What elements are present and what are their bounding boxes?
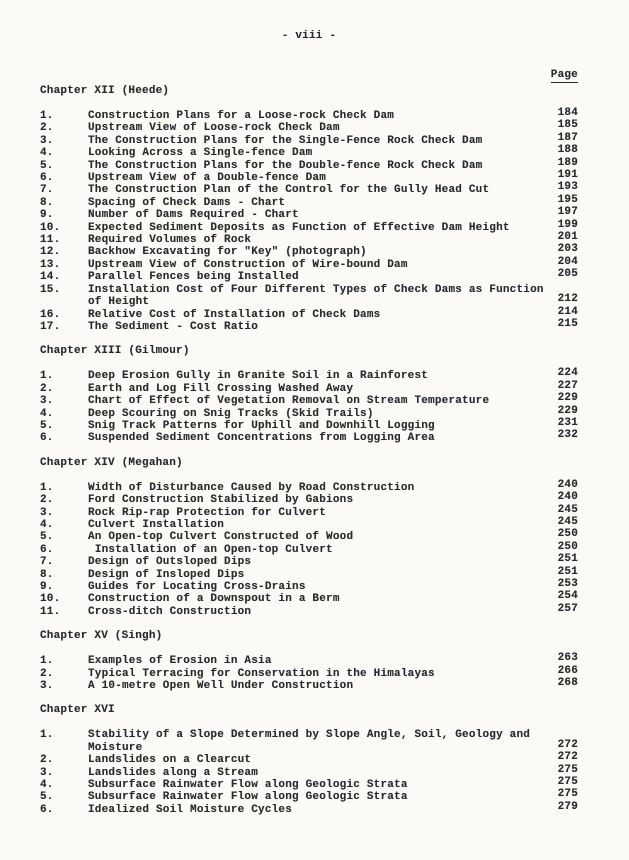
figure-number: 2.	[40, 122, 54, 135]
figure-title-line: The Sediment - Cost Ratio	[88, 320, 259, 333]
figure-title	[88, 655, 558, 667]
figure-title-line: Expected Sediment Deposits as Function of Effective Dam Height	[88, 221, 510, 234]
figure-title	[88, 494, 558, 506]
figure-title-line: Chart of Effect of Vegetation Removal on Stream Temperature	[88, 395, 490, 408]
figure-page-number: 240	[557, 491, 578, 504]
figure-row	[40, 429, 578, 445]
figure-page-number: 232	[557, 429, 578, 442]
figure-title	[88, 432, 558, 444]
figure-title-line: An Open-top Culvert Constructed of Wood	[88, 531, 354, 544]
figure-page-number: 229	[557, 392, 578, 405]
figure-row	[40, 268, 578, 284]
figure-title-line: Typical Terracing for Conservation in the Himalayas	[88, 667, 435, 680]
figure-title	[88, 160, 558, 172]
figure-number: 4.	[40, 407, 54, 420]
figure-title	[88, 209, 558, 221]
figure-row	[40, 255, 578, 271]
figure-page-number: 251	[557, 553, 578, 566]
chapter-heading: Chapter XII (Heede)	[40, 85, 170, 97]
figure-title-line: Spacing of Check Dams - Chart	[88, 196, 286, 209]
page-folio: - viii -	[281, 30, 337, 42]
figure-title-line: Number of Dams Required - Chart	[88, 209, 299, 222]
figure-row	[40, 243, 578, 259]
figure-page-number: 229	[557, 404, 578, 417]
figure-page-number: 257	[557, 602, 578, 615]
figure-number: 1.	[40, 370, 54, 383]
figure-number: 4.	[40, 779, 54, 792]
figure-page-number: 184	[557, 107, 578, 119]
figure-row	[40, 206, 578, 222]
figure-page-number: 268	[557, 677, 578, 690]
figure-page-number: 224	[557, 367, 578, 380]
figure-title	[88, 122, 558, 134]
figure-title-line: The Construction Plans for the Single-Fence Rock Check Dam	[88, 134, 483, 147]
figure-number: 5.	[40, 791, 54, 804]
figure-page-number: 212	[557, 293, 578, 306]
figure-row	[40, 776, 578, 792]
figure-page-number: 195	[557, 193, 578, 206]
figure-title-line: Culvert Installation	[88, 518, 225, 531]
figure-title	[88, 767, 558, 779]
figure-title-line: Suspended Sediment Concentrations from Logging Area	[88, 432, 435, 445]
figure-row	[40, 528, 578, 544]
figure-row	[40, 788, 578, 804]
figure-row	[40, 231, 578, 247]
chapter-heading: Chapter XIV (Megahan)	[40, 456, 183, 469]
figure-title-line: Guides for Locating Cross-Drains	[88, 581, 306, 593]
figure-title	[88, 729, 558, 754]
figure-row	[40, 565, 578, 581]
figure-page-number: 199	[557, 218, 578, 231]
figure-title-line: Relative Cost of Installation of Check Dams	[88, 308, 381, 321]
figure-number: 14.	[40, 271, 61, 284]
figure-number: 11.	[40, 234, 61, 247]
figure-row	[40, 379, 578, 395]
figure-page-number: 275	[557, 788, 578, 801]
figure-title	[88, 779, 558, 791]
figure-row	[40, 751, 578, 767]
figure-row	[40, 317, 578, 333]
figure-title	[88, 408, 558, 420]
figure-number: 5.	[40, 531, 54, 544]
figure-number: 2.	[40, 382, 54, 395]
figure-title	[88, 222, 558, 234]
figure-title-line: Examples of Erosion in Asia	[88, 655, 272, 668]
figure-number: 6.	[40, 172, 54, 185]
chapter-heading: Chapter XVI	[40, 704, 115, 717]
figure-number: 13.	[40, 258, 61, 271]
figure-page-number: 272	[557, 738, 578, 751]
figure-page-number: 266	[557, 664, 578, 677]
figure-page-number: 245	[557, 503, 578, 516]
figure-title-line: Width of Disturbance Caused by Road Construction	[88, 481, 415, 494]
figure-number: 8.	[40, 196, 54, 209]
figure-row	[40, 131, 578, 147]
figure-row	[40, 677, 578, 693]
chapter-section	[40, 457, 578, 618]
figure-title	[88, 284, 558, 309]
figure-number: 15.	[40, 283, 61, 296]
figure-row	[40, 491, 578, 507]
figure-page-number: 187	[557, 131, 578, 144]
figure-row	[40, 503, 578, 519]
figure-title-line: Upstream View of a Double-fence Dam	[88, 172, 327, 185]
figure-title-line: Subsurface Rainwater Flow along Geologic Strata	[88, 791, 408, 804]
chapter-section	[40, 704, 578, 816]
figure-title	[88, 581, 558, 593]
figure-title-line: Deep Erosion Gully in Granite Soil in a Rainforest	[88, 370, 429, 383]
figure-page-number: 204	[557, 255, 578, 268]
figure-title-line: Ford Construction Stabilized by Gabions	[88, 494, 354, 507]
figure-title	[88, 420, 558, 432]
figure-page-number: 253	[557, 578, 578, 590]
figure-title-line: Parallel Fences being Installed	[88, 271, 299, 284]
figure-page-number: 188	[557, 144, 578, 157]
figure-title-line: Stability of a Slope Determined by Slope Angle, Soil, Geology and	[88, 729, 531, 742]
figure-title-line: Installation Cost of Four Different Types of Check Dams as Function	[88, 283, 544, 296]
figure-title-line: The Construction Plans for the Double-fence Rock Check Dam	[88, 159, 483, 172]
figure-title	[88, 197, 558, 209]
figure-title-line: Installation of an Open-top Culvert	[88, 543, 333, 556]
figure-number: 7.	[40, 184, 54, 197]
page-column-header	[40, 69, 578, 83]
figure-title	[88, 668, 558, 680]
figure-title-line: Design of Outsloped Dips	[88, 556, 252, 569]
figure-title	[88, 135, 558, 147]
figure-row	[40, 169, 578, 185]
figure-title-line: Cross-ditch Construction	[88, 605, 252, 618]
figure-title-line: Design of Insloped Dips	[88, 568, 245, 581]
figure-number: 9.	[40, 209, 54, 222]
figure-number: 3.	[40, 680, 54, 693]
figure-title	[88, 482, 558, 494]
figure-number: 6.	[40, 543, 54, 556]
figure-number: 1.	[40, 655, 54, 668]
figure-title	[88, 147, 558, 159]
figure-row	[40, 392, 578, 408]
figure-page-number: 197	[557, 206, 578, 219]
figure-title-line: Subsurface Rainwater Flow along Geologic Strata	[88, 779, 408, 792]
figure-title-line: Construction of a Downspout in a Berm	[88, 593, 340, 606]
figure-page-number: 203	[557, 243, 578, 256]
page-column-label: Page	[550, 69, 578, 81]
figure-number: 3.	[40, 134, 54, 147]
figure-title	[88, 593, 558, 605]
figure-page-number: 189	[557, 156, 578, 169]
figure-page-number: 251	[557, 565, 578, 578]
figure-number: 1.	[40, 729, 54, 742]
figure-title-line: The Construction Plan of the Control for the Gully Head Cut	[88, 184, 490, 197]
figure-number: 4.	[40, 518, 54, 531]
figure-page-number: 250	[557, 540, 578, 553]
figure-row	[40, 193, 578, 209]
figure-number: 5.	[40, 419, 54, 432]
figure-row	[40, 156, 578, 172]
figure-title	[88, 544, 558, 556]
figure-page-number: 193	[557, 181, 578, 194]
figure-number: 11.	[40, 605, 61, 618]
figure-title	[88, 234, 558, 246]
figure-title-line: Upstream View of Loose-rock Check Dam	[88, 122, 340, 135]
figure-row	[40, 553, 578, 569]
chapter-heading: Chapter XV (Singh)	[40, 630, 163, 643]
figure-title	[88, 680, 558, 692]
figure-row	[40, 590, 578, 606]
figure-row	[40, 107, 578, 122]
figure-title	[88, 184, 558, 196]
figure-title	[88, 507, 558, 519]
figure-page-number: 272	[557, 751, 578, 764]
chapter-section	[40, 345, 578, 444]
figure-title	[88, 110, 558, 122]
figure-row	[40, 181, 578, 197]
figure-number: 16.	[40, 308, 61, 321]
figure-title	[88, 804, 558, 816]
figure-page-number: 275	[557, 763, 578, 776]
figure-number: 6.	[40, 803, 54, 816]
figure-number: 12.	[40, 246, 61, 259]
figure-title-line: Deep Scouring on Snig Tracks (Skid Trails)	[88, 407, 374, 420]
figure-number: 3.	[40, 506, 54, 519]
figure-page-number: 240	[557, 478, 578, 491]
chapter-heading: Chapter XIII (Gilmour)	[40, 345, 190, 358]
figure-number: 1.	[40, 110, 54, 122]
figure-page-number: 201	[557, 231, 578, 244]
figure-title-line: Required Volumes of Rock	[88, 234, 252, 247]
figure-page-number: 250	[557, 528, 578, 541]
figure-title	[88, 791, 558, 803]
figure-title-line: Landslides on a Clearcut	[88, 754, 252, 767]
figure-page-number: 215	[557, 317, 578, 330]
figure-title	[88, 569, 558, 581]
figure-title-line: of Height	[88, 296, 150, 309]
figure-row	[40, 284, 578, 309]
figure-title-line: Moisture	[88, 741, 143, 754]
figure-row	[40, 763, 578, 779]
figure-title	[88, 370, 558, 382]
figure-page-number: 263	[557, 652, 578, 665]
figure-page-number: 214	[557, 305, 578, 318]
chapter-section	[40, 630, 578, 692]
figure-number: 10.	[40, 221, 61, 234]
figure-number: 3.	[40, 766, 54, 779]
figure-number: 7.	[40, 556, 54, 569]
figure-row	[40, 478, 578, 494]
figure-row	[40, 602, 578, 618]
chapter-section	[40, 85, 578, 333]
figure-title-line: Idealized Soil Moisture Cycles	[88, 803, 293, 816]
figure-row	[40, 305, 578, 321]
figure-page-number: 185	[557, 119, 578, 132]
figure-title	[88, 246, 558, 258]
figure-row	[40, 729, 578, 754]
figure-number: 4.	[40, 147, 54, 160]
figure-page-number: 231	[557, 416, 578, 429]
figure-title	[88, 556, 558, 568]
figure-row	[40, 367, 578, 383]
figure-title	[88, 309, 558, 321]
figure-title-line: Rock Rip-rap Protection for Culvert	[88, 506, 327, 519]
figure-title	[88, 271, 558, 283]
figure-row	[40, 119, 578, 135]
figure-title-line: Construction Plans for a Loose-rock Check Dam	[88, 110, 395, 122]
figure-title-line: Backhow Excavating for "Key" (photograph)	[88, 246, 367, 259]
figure-number: 3.	[40, 395, 54, 408]
figure-number: 5.	[40, 159, 54, 172]
figure-row	[40, 404, 578, 420]
figure-page-number: 227	[557, 379, 578, 392]
figure-title	[88, 395, 558, 407]
figure-title	[88, 531, 558, 543]
figure-row	[40, 664, 578, 680]
figure-row	[40, 144, 578, 160]
figure-row	[40, 578, 578, 593]
figure-page-number: 205	[557, 268, 578, 281]
figure-title	[88, 519, 558, 531]
figure-title-line: Landslides along a Stream	[88, 766, 259, 779]
figure-title-line: Snig Track Patterns for Uphill and Downhill Logging	[88, 419, 435, 432]
figure-title-line: Earth and Log Fill Crossing Washed Away	[88, 382, 354, 395]
figure-row	[40, 540, 578, 556]
figure-row	[40, 515, 578, 531]
figure-title	[88, 606, 558, 618]
figure-title	[88, 321, 558, 333]
figure-title-line: A 10-metre Open Well Under Construction	[88, 680, 354, 693]
figure-row	[40, 416, 578, 432]
figure-title	[88, 259, 558, 271]
figure-page-number: 245	[557, 515, 578, 528]
figure-row	[40, 800, 578, 816]
figure-page-number: 191	[557, 169, 578, 182]
figure-number: 8.	[40, 568, 54, 581]
figure-page-number: 254	[557, 590, 578, 603]
figure-number: 1.	[40, 481, 54, 494]
figure-title	[88, 754, 558, 766]
list-of-figures	[40, 85, 578, 816]
figure-title-line: Upstream View of Construction of Wire-bound Dam	[88, 258, 408, 271]
figure-number: 17.	[40, 320, 61, 333]
figure-number: 2.	[40, 494, 54, 507]
figure-number: 2.	[40, 667, 54, 680]
figure-title	[88, 172, 558, 184]
figure-page-number: 275	[557, 776, 578, 789]
figure-title	[88, 383, 558, 395]
figure-number: 2.	[40, 754, 54, 767]
figure-number: 9.	[40, 581, 54, 593]
figure-row	[40, 218, 578, 234]
figure-number: 6.	[40, 432, 54, 445]
figure-number: 10.	[40, 593, 61, 606]
figure-page-number: 279	[557, 800, 578, 813]
figure-title-line: Looking Across a Single-fence Dam	[88, 147, 313, 160]
figure-row	[40, 652, 578, 668]
